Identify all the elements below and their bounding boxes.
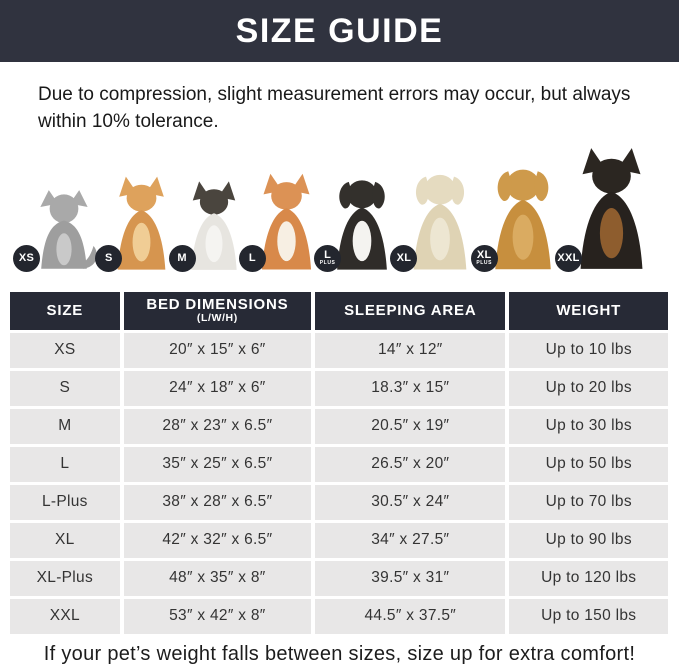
cell-size: S [10,371,120,406]
cell-size: M [10,409,120,444]
animal-lplus-border-collie [319,171,397,272]
cell-weight: Up to 10 lbs [509,333,668,368]
cell-weight: Up to 120 lbs [509,561,668,596]
col-header-sleeping-area [315,292,505,330]
cell-sleeping-area: 20.5″ x 19″ [315,409,505,444]
cell-size: L-Plus [10,485,120,520]
badge-label: XXL [557,251,580,264]
col-sublabel: (L/W/H) [196,312,238,325]
cell-weight: Up to 150 lbs [509,599,668,634]
size-badge-xs [13,245,40,272]
cell-size: XL-Plus [10,561,120,596]
badge-label: L [248,251,256,264]
size-badge-l-plus [314,245,341,272]
page-title: SIZE GUIDE [235,11,444,50]
cell-sleeping-area: 26.5″ x 20″ [315,447,505,482]
badge-label: L [324,249,332,262]
col-label: SLEEPING AREA [344,301,477,319]
cell-sleeping-area: 44.5″ x 37.5″ [315,599,505,634]
cell-bed-dimensions: 35″ x 25″ x 6.5″ [124,447,311,482]
cell-bed-dimensions: 53″ x 42″ x 8″ [124,599,311,634]
col-header-weight [509,292,668,330]
badge-label: XS [18,251,35,264]
col-header-size [10,292,120,330]
col-header-bed-dimensions [124,292,311,330]
animal-xs-cat [18,186,102,272]
size-badge-m [169,245,196,272]
cell-weight: Up to 20 lbs [509,371,668,406]
cell-bed-dimensions: 42″ x 32″ x 6.5″ [124,523,311,558]
col-label: SIZE [46,301,84,319]
intro-text: Due to compression, slight measurement errors may occur, but always within 10% tolerance. [38,84,631,132]
badge-label: S [104,251,113,264]
size-badge-l [239,245,266,272]
badge-label: M [177,251,187,264]
cell-sleeping-area: 14″ x 12″ [315,333,505,368]
badge-sublabel: PLUS [319,260,336,267]
cell-weight: Up to 90 lbs [509,523,668,558]
animal-xl-labrador [396,165,477,272]
cell-weight: Up to 50 lbs [509,447,668,482]
cell-weight: Up to 30 lbs [509,409,668,444]
cell-bed-dimensions: 38″ x 28″ x 6.5″ [124,485,311,520]
cell-sleeping-area: 18.3″ x 15″ [315,371,505,406]
footer-note: If your pet’s weight falls between sizes, size up for extra comfort! [43,642,636,665]
animal-xxl-doberman [557,146,655,272]
size-badge-xl-plus [471,245,498,272]
cell-sleeping-area: 39.5″ x 31″ [315,561,505,596]
cell-size: XS [10,333,120,368]
size-table [10,292,668,634]
cell-weight: Up to 70 lbs [509,485,668,520]
size-badge-xxl [555,245,582,272]
header-bar [0,0,679,62]
badge-label: XL [396,251,412,264]
cell-sleeping-area: 30.5″ x 24″ [315,485,505,520]
animal-xlplus-golden-retriever [476,159,562,272]
badge-label: XL [476,249,492,262]
animal-m-french-bulldog [177,180,246,272]
cell-bed-dimensions: 24″ x 18″ x 6″ [124,371,311,406]
cell-bed-dimensions: 20″ x 15″ x 6″ [124,333,311,368]
badge-sublabel: PLUS [476,260,493,267]
animal-l-shiba-inu [248,172,321,272]
col-label: WEIGHT [556,301,622,319]
cell-size: XXL [10,599,120,634]
animal-s-pomeranian [104,175,175,272]
cell-size: L [10,447,120,482]
cell-bed-dimensions: 48″ x 35″ x 8″ [124,561,311,596]
cell-bed-dimensions: 28″ x 23″ x 6.5″ [124,409,311,444]
animal-lineup [18,140,655,272]
cell-sleeping-area: 34″ x 27.5″ [315,523,505,558]
col-label: BED DIMENSIONS [146,295,289,313]
cell-size: XL [10,523,120,558]
